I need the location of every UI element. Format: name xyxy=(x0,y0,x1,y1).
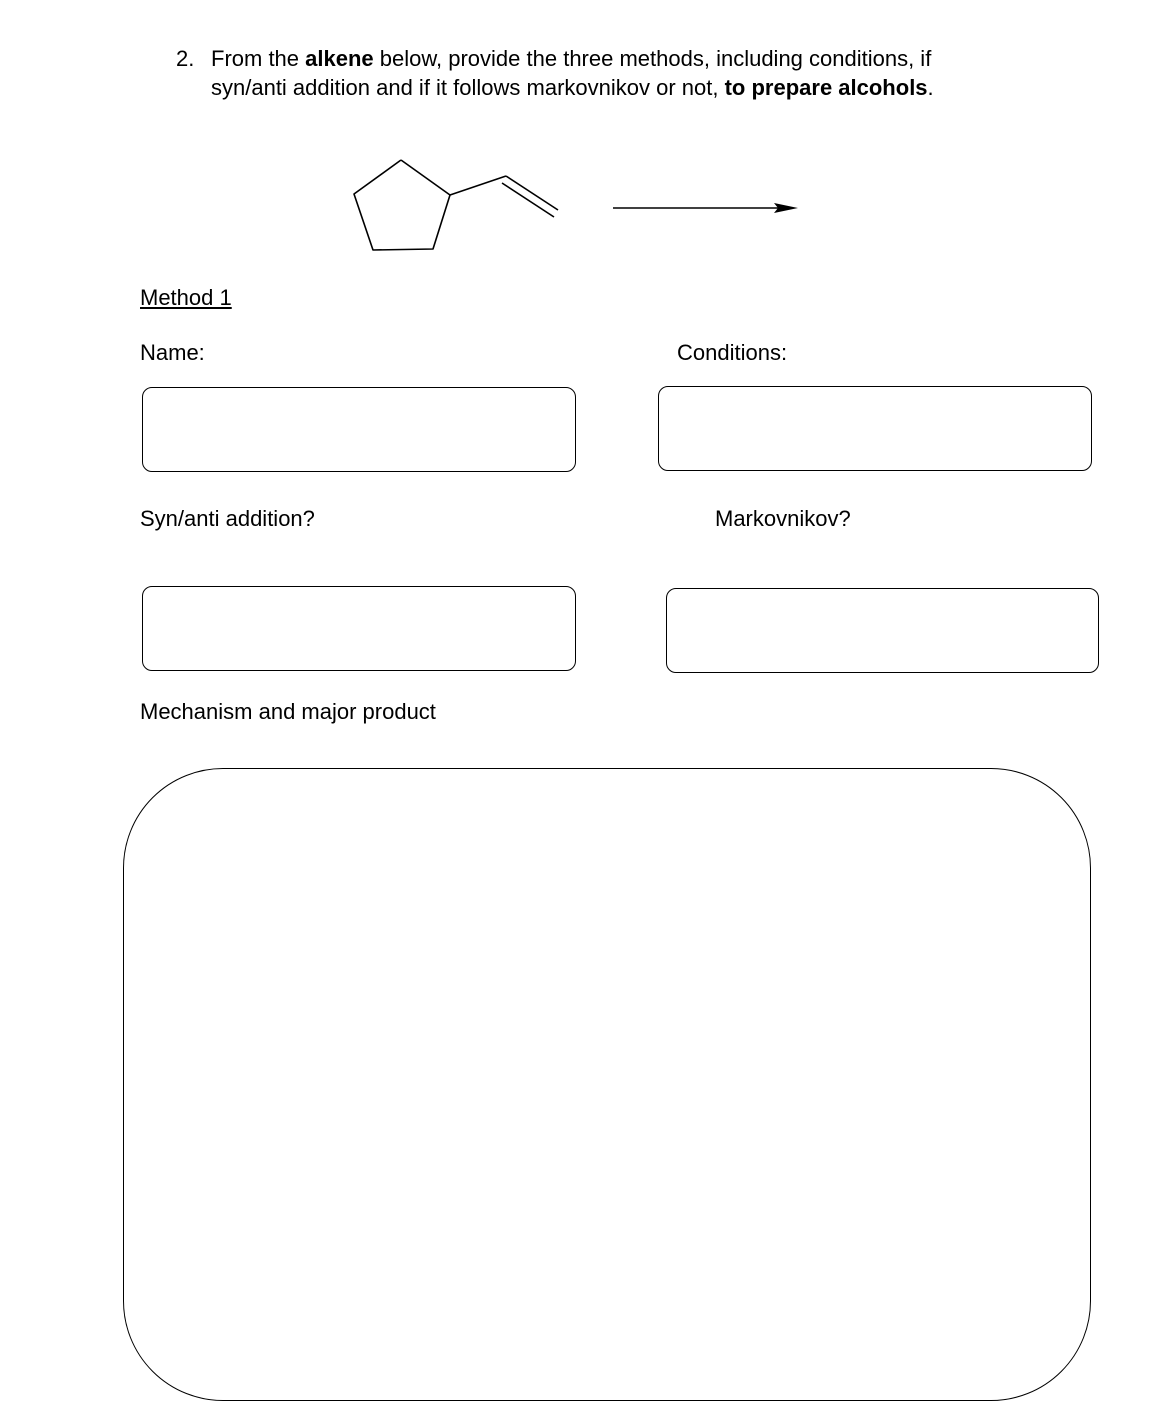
mechanism-label: Mechanism and major product xyxy=(140,699,436,724)
name-label: Name: xyxy=(140,340,205,365)
question-prompt xyxy=(176,44,1036,102)
syn-anti-label: Syn/anti addition? xyxy=(140,506,315,531)
alkene-double-bond-1 xyxy=(506,176,558,210)
reaction-arrow-icon xyxy=(608,196,802,220)
cyclopentane-ring xyxy=(354,160,450,250)
question-line2-bold: to prepare alcohols xyxy=(724,75,928,100)
question-line2-pre: syn/anti addition and if it follows markovnikov or not, xyxy=(211,75,725,100)
conditions-label: Conditions: xyxy=(677,340,788,365)
question-text xyxy=(211,44,1036,102)
markovnikov-label: Markovnikov? xyxy=(715,506,851,531)
ring-vinyl-bond xyxy=(450,176,506,195)
conditions-answer-box[interactable] xyxy=(658,386,1092,471)
syn-anti-answer-box[interactable] xyxy=(142,586,576,671)
name-answer-box[interactable] xyxy=(142,387,576,472)
mechanism-answer-box[interactable] xyxy=(123,768,1091,1401)
question-line1-bold: alkene xyxy=(305,46,374,71)
question-line1-pre: From the xyxy=(211,46,306,71)
method-heading: Method 1 xyxy=(140,285,232,310)
alkene-double-bond-2 xyxy=(502,183,554,217)
markovnikov-answer-box[interactable] xyxy=(666,588,1099,673)
question-number: 2. xyxy=(176,46,195,71)
vinylcyclopentane-structure-icon xyxy=(340,150,570,260)
question-line2-post: . xyxy=(927,75,934,100)
question-line1-post: below, provide the three methods, including conditions, if xyxy=(373,46,932,71)
